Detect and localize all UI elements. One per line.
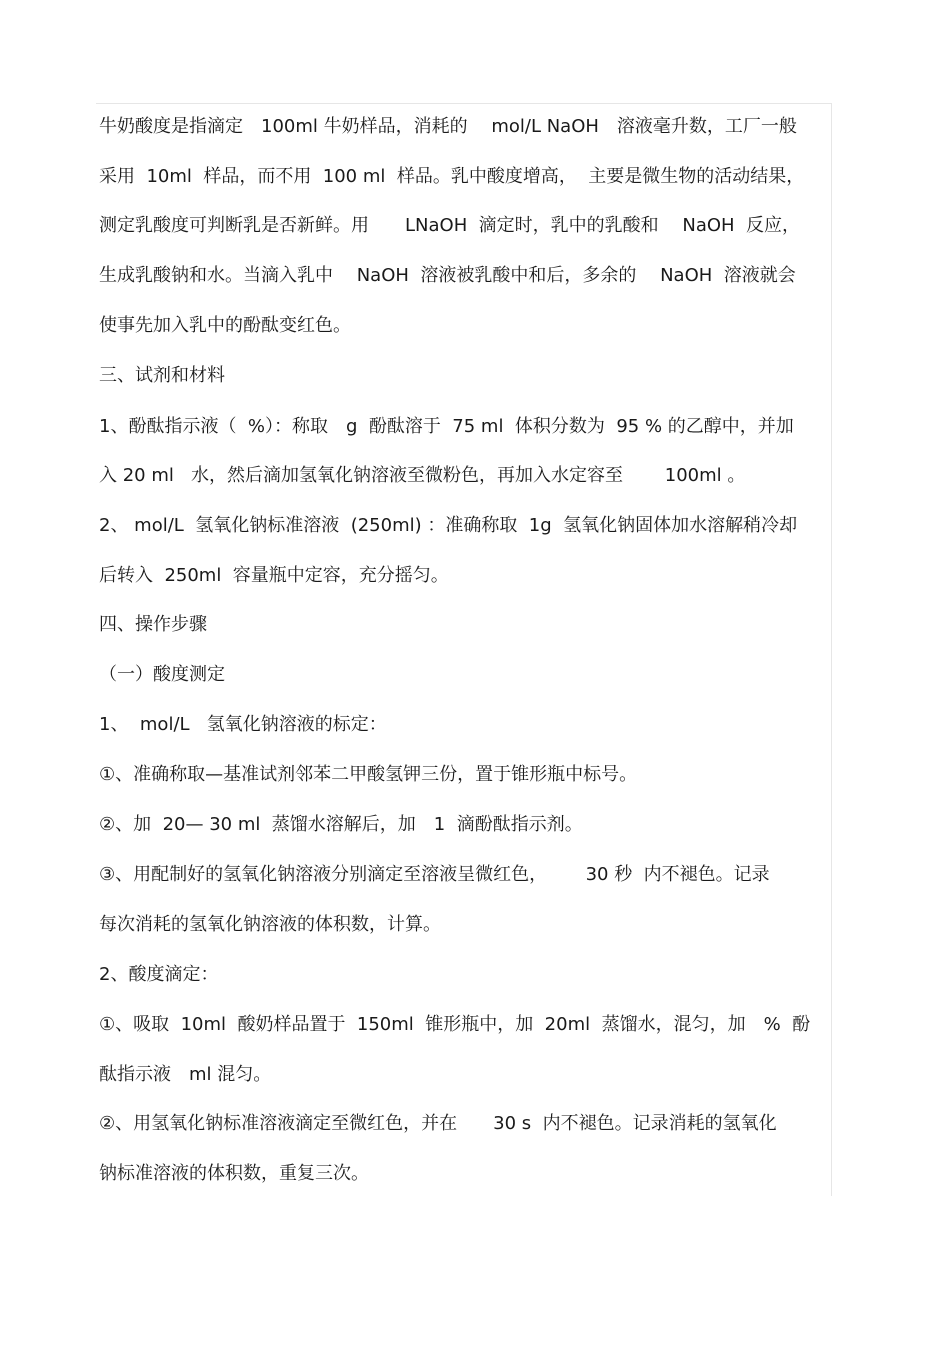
text-line: 每次消耗的氢氧化钠溶液的体积数，计算。: [99, 914, 441, 935]
text-line: 2、 mol/L 氢氧化钠标准溶液 (250ml) ：准确称取 1g 氢氧化钠固体加水溶解稍冷却: [99, 515, 798, 536]
text-line: 使事先加入乳中的酚酞变红色。: [99, 315, 351, 336]
text-line: 1、酚酞指示液（ %）：称取 g 酚酞溶于 75 ml 体积分数为 95 % 的乙醇中，并加: [99, 416, 794, 437]
text-line: ③、用配制好的氢氧化钠溶液分别滴定至溶液呈微红色， 30 秒 内不褪色。记录: [99, 864, 770, 885]
text-line: ②、加 20— 30 ml 蒸馏水溶解后，加 1 滴酚酞指示剂。: [99, 814, 583, 835]
text-line: 后转入 250ml 容量瓶中定容，充分摇匀。: [99, 565, 449, 586]
text-line: 1、 mol/L 氢氧化钠溶液的标定：: [99, 714, 387, 735]
text-line: 牛奶酸度是指滴定 100ml 牛奶样品，消耗的 mol/L NaOH 溶液毫升数，工厂一般: [99, 116, 797, 137]
text-line: 采用 10ml 样品，而不用 100 ml 样品。乳中酸度增高， 主要是微生物的活动结果，: [99, 166, 805, 187]
subsection-heading: （一）酸度测定: [99, 664, 225, 685]
text-line: 入 20 ml 水，然后滴加氢氧化钠溶液至微粉色，再加入水定容至 100ml 。: [99, 465, 746, 486]
text-line: 2、酸度滴定：: [99, 964, 219, 985]
text-line: ②、用氢氧化钠标准溶液滴定至微红色，并在 30 s 内不褪色。记录消耗的氢氧化: [99, 1113, 777, 1134]
section-heading: 四、操作步骤: [99, 614, 207, 635]
text-line: ①、吸取 10ml 酸奶样品置于 150ml 锥形瓶中，加 20ml 蒸馏水，混匀，加 % 酚: [99, 1014, 811, 1035]
section-heading: 三、试剂和材料: [99, 365, 225, 386]
text-line: 生成乳酸钠和水。当滴入乳中 NaOH 溶液被乳酸中和后，多余的 NaOH 溶液就会: [99, 265, 796, 286]
text-line: 酞指示液 ml 混匀。: [99, 1064, 272, 1085]
text-line: 测定乳酸度可判断乳是否新鲜。用 LNaOH 滴定时，乳中的乳酸和 NaOH 反应，: [99, 215, 801, 236]
text-line: ①、准确称取—基准试剂邻苯二甲酸氢钾三份，置于锥形瓶中标号。: [99, 764, 638, 785]
text-line: 钠标准溶液的体积数，重复三次。: [99, 1163, 369, 1184]
